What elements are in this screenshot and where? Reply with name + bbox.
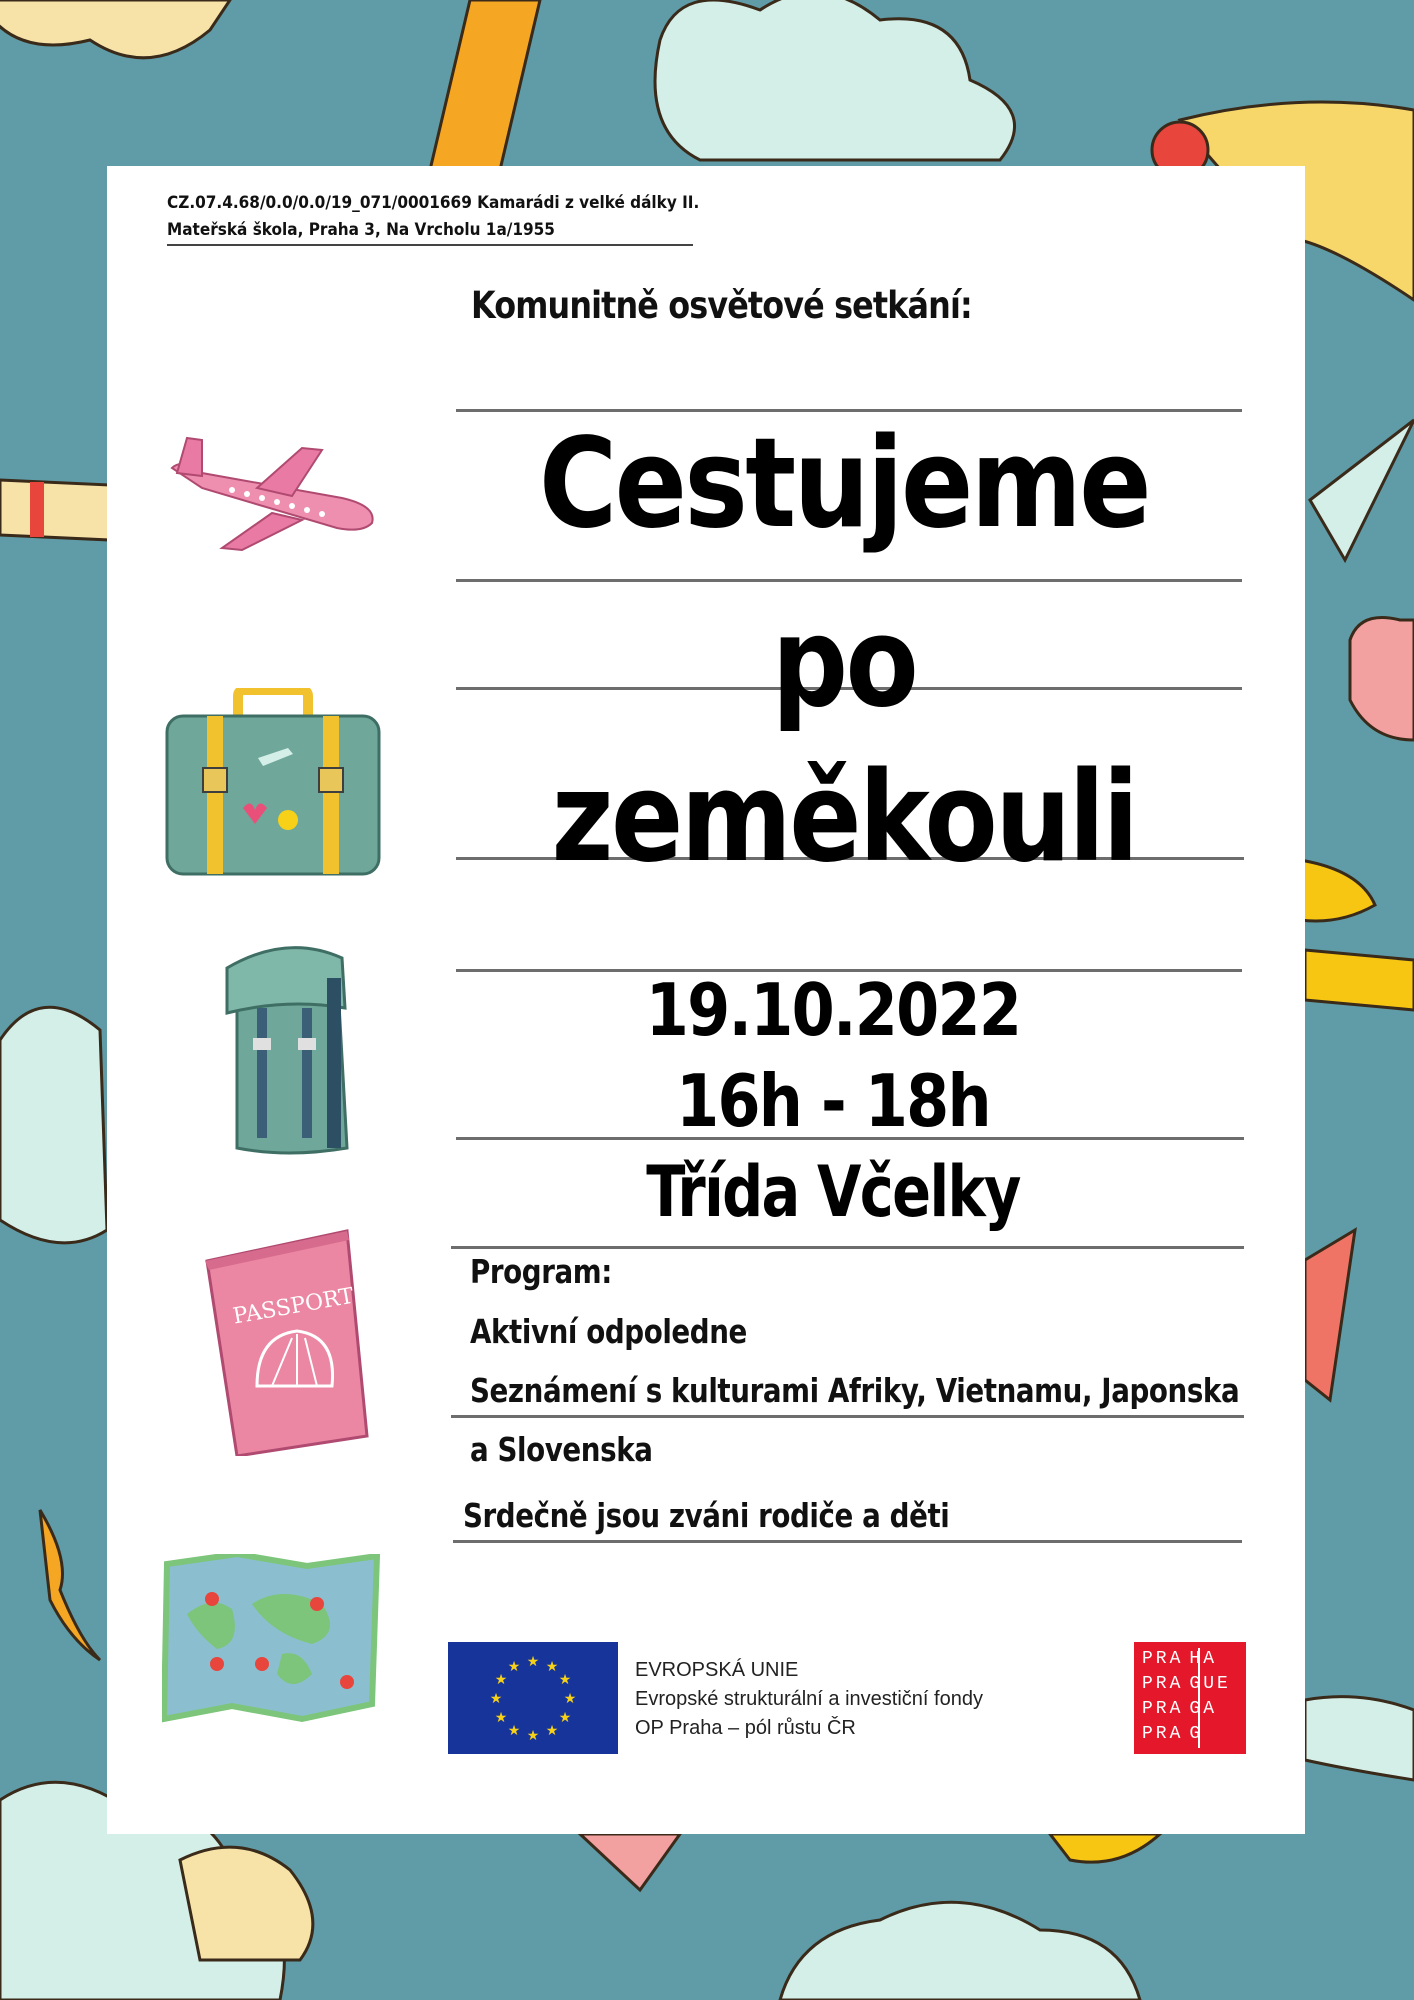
passport-icon	[197, 1226, 377, 1456]
svg-text:★: ★	[489, 1691, 503, 1707]
svg-text:★: ★	[507, 1659, 521, 1675]
divider	[453, 1540, 1242, 1543]
invitation: Srdečně jsou zváni rodiče a děti	[463, 1496, 950, 1535]
event-time: 16h - 18h	[676, 1059, 990, 1143]
divider	[456, 579, 1242, 582]
stripe-decoration	[0, 480, 110, 540]
eu-line-3: OP Praha – pól růstu ČR	[635, 1717, 856, 1739]
praha-row1-left: PRA	[1142, 1649, 1184, 1669]
project-line-1: CZ.07.4.68/0.0/0.0/19_071/0001669 Kamarádi z velké dálky II.	[167, 193, 700, 213]
poster-card	[107, 166, 1305, 1834]
praha-row3-left: PRA	[1142, 1699, 1184, 1719]
event-place: Třída Včelky	[646, 1151, 1020, 1233]
eu-flag-icon	[448, 1642, 618, 1754]
program-item-3: a Slovenska	[470, 1430, 653, 1469]
eu-text	[635, 1656, 983, 1743]
event-title-line-2: po	[771, 591, 917, 735]
svg-text:★: ★	[494, 1710, 508, 1726]
svg-text:★: ★	[526, 1654, 540, 1670]
praha-row4-right: G	[1189, 1724, 1204, 1744]
program-item-1: Aktivní odpoledne	[470, 1312, 747, 1351]
svg-text:★: ★	[494, 1672, 508, 1688]
svg-text:★: ★	[526, 1728, 540, 1744]
eu-line-1: EVROPSKÁ UNIE	[635, 1659, 799, 1681]
world-map-icon	[162, 1554, 382, 1724]
svg-text:★: ★	[563, 1691, 577, 1707]
program-heading: Program:	[470, 1252, 612, 1291]
backpack-icon	[217, 938, 367, 1158]
svg-text:★: ★	[507, 1723, 521, 1739]
svg-text:★: ★	[558, 1672, 572, 1688]
cloud-decoration	[0, 1007, 107, 1243]
event-title-line-3: zeměkouli	[551, 746, 1137, 890]
program-item-2: Seznámení s kulturami Afriky, Vietnamu, Japonska	[470, 1371, 1240, 1410]
divider	[451, 1415, 1244, 1418]
praha-row2-right: GUE	[1189, 1674, 1231, 1694]
svg-text:★: ★	[558, 1710, 572, 1726]
plane-wing-decoration	[1305, 950, 1414, 1010]
praha-row4-left: PRA	[1142, 1724, 1184, 1744]
airplane-icon	[162, 428, 382, 553]
project-info	[167, 190, 699, 244]
suitcase-icon	[163, 688, 383, 878]
divider	[167, 244, 693, 246]
praha-row2-left: PRA	[1142, 1674, 1184, 1694]
event-title-line-1: Cestujeme	[538, 412, 1150, 556]
event-date: 19.10.2022	[645, 968, 1021, 1052]
passport-label: PASSPORT	[231, 1283, 356, 1330]
divider	[451, 1246, 1244, 1249]
praha-row3-right: GA	[1189, 1699, 1218, 1719]
praha-row1-right: HA	[1189, 1649, 1218, 1669]
eu-line-2: Evropské strukturální a investiční fondy	[635, 1688, 983, 1710]
svg-text:★: ★	[545, 1723, 559, 1739]
project-line-2: Mateřská škola, Praha 3, Na Vrcholu 1a/1955	[167, 220, 555, 240]
event-subtitle: Komunitně osvětové setkání:	[471, 284, 972, 327]
svg-text:★: ★	[545, 1659, 559, 1675]
praha-logo	[1134, 1642, 1246, 1754]
